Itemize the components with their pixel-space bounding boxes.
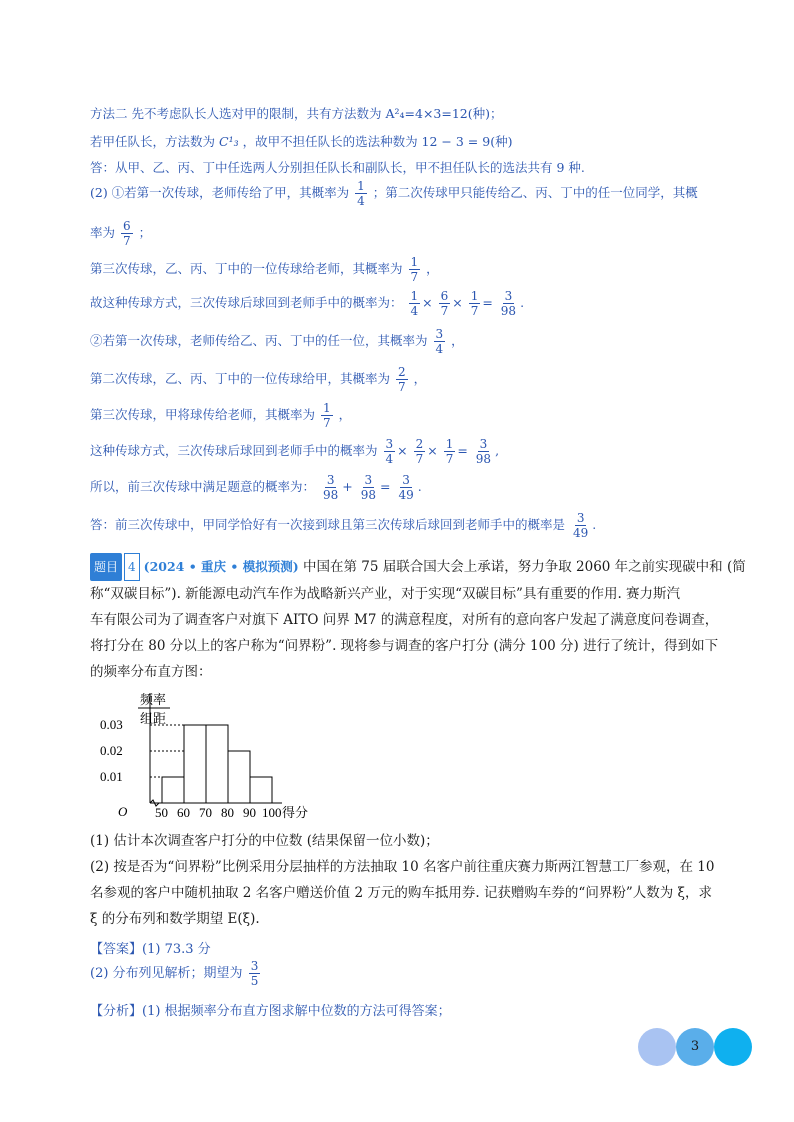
- analysis-line: 【分析】(1) 根据频率分布直方图求解中位数的方法可得答案；: [90, 1004, 451, 1019]
- histogram-bar: [250, 777, 272, 803]
- x-tick-label: 70: [199, 805, 212, 820]
- x-tick-label: 90: [243, 805, 256, 820]
- histogram-bar: [162, 777, 184, 803]
- x-tick-label: 60: [177, 805, 190, 820]
- third-pass2-line: 第三次传球，甲将球传给老师，其概率为 $\frac{1}{7}$ ，: [90, 401, 352, 430]
- case2-line: ②若第一次传球，老师传给乙、丙、丁中的任一位，其概率为 $\frac{3}{4}$ ，: [90, 327, 464, 356]
- problem-4: 题目 4 (2024 • 重庆 • 模拟预测) 中国在第 75 届联合国大会上承诺，努力争取 2060 年之前实现碳中和 (简 称“双碳目标”). 新能源电动汽车作为战略新兴产业，对于实现“双碳目标”具有重要的作用. 赛力斯汽 车有限公司为了调查客户对旗下 AITO 问界 M7 的满意程度，对所有的意向客户发起了满意度问卷调查， 将打分在 80 分以上的客户称为“问界粉”. 现将参与调查的客户打分 (满分 100 分) 进行了统计，得到如下 的频率分布直方图：: [90, 553, 726, 685]
- page-number-badge: [638, 1028, 752, 1066]
- fraction: $\frac{1}{4}$: [357, 179, 365, 208]
- x-tick-label: 50: [155, 805, 168, 820]
- problem-source: (2024 • 重庆 • 模拟预测): [143, 559, 299, 574]
- histogram-bar: [184, 725, 206, 803]
- page-number: 3: [690, 1039, 700, 1054]
- answer-line-2: (2) 分布列见解析；期望为 $\frac{3}{5}$: [90, 959, 259, 988]
- problem-tag: 题目: [90, 553, 122, 581]
- problem-number: 4: [124, 553, 140, 581]
- case2-prob-line: 这种传球方式，三次传球后球回到老师手中的概率为 $\frac{3}{4}$ × $\frac{2}{7}$ × $\frac{1}{7}$ = $\frac{3}{98}$ ,: [90, 437, 500, 466]
- part2-line1: (2) ①若第一次传球，老师传给了甲，其概率为 $\frac{1}{4}$ ；第二次传球甲只能传给乙、丙、丁中的任一位同学，其概: [90, 179, 698, 208]
- y-tick-label: 0.03: [100, 717, 123, 732]
- fraction: $\frac{6}{7}$: [123, 219, 131, 248]
- method2-line: 方法二 先不考虑队长人选对甲的限制，共有方法数为 A²₄=4×3=12(种)；: [90, 106, 503, 121]
- y-tick-label: 0.01: [100, 769, 123, 784]
- x-tick-label: 80: [221, 805, 234, 820]
- y-tick-label: 0.02: [100, 743, 123, 758]
- ylabel-bottom: 组距: [140, 711, 167, 726]
- answer-1: 答：从甲、乙、丙、丁中任选两人分别担任队长和副队长，甲不担任队长的选法共有 9 种.: [90, 160, 585, 175]
- histogram-bar: [228, 751, 250, 803]
- questions: (1) 估计本次调查客户打分的中位数 (结果保留一位小数)； (2) 按是否为“问界粉”比例采用分层抽样的方法抽取 10 名客户前往重庆赛力斯两江智慧工厂参观，在 10 名参观的客户中随机抽取 2 名客户赠送价值 2 万元的购车抵用券. 记获赠购车券的“问界粉”人数为 ξ，求 ξ 的分布列和数学期望 E(ξ).: [90, 833, 715, 927]
- histogram-bar: [206, 725, 228, 803]
- part2-line2: 率为 $\frac{6}{7}$ ；: [90, 219, 152, 248]
- xlabel: 得分: [282, 805, 309, 820]
- captain-line: 若甲任队长，方法数为 C¹₃ ，故甲不担任队长的选法种数为 12 − 3 = 9(种): [90, 134, 513, 149]
- ylabel-top: 频率: [140, 692, 167, 707]
- frequency-histogram: [96, 685, 316, 825]
- total-prob-line: 所以，前三次传球中满足题意的概率为： $\frac{3}{98}$ + $\frac{3}{98}$ = $\frac{3}{49}$ .: [90, 473, 422, 502]
- answer-line-1: 【答案】(1) 73.3 分: [90, 942, 211, 957]
- second-pass-line: 第二次传球，乙、丙、丁中的一位传球给甲，其概率为 $\frac{2}{7}$ ，: [90, 365, 427, 394]
- answer-2: 答：前三次传球中，甲同学恰好有一次接到球且第三次传球后球回到老师手中的概率是 $\frac{3}{49}$ .: [90, 511, 597, 540]
- origin-label: O: [118, 804, 128, 819]
- third-pass-line: 第三次传球，乙、丙、丁中的一位传球给老师，其概率为 $\frac{1}{7}$ ，: [90, 255, 439, 284]
- x-tick-label: 100: [262, 805, 282, 820]
- case1-prob-line: 故这种传球方式，三次传球后球回到老师手中的概率为： $\frac{1}{4}$ × $\frac{6}{7}$ × $\frac{1}{7}$ = $\frac{3}{98}$ .: [90, 289, 525, 318]
- fraction: $\frac{1}{7}$: [410, 255, 419, 284]
